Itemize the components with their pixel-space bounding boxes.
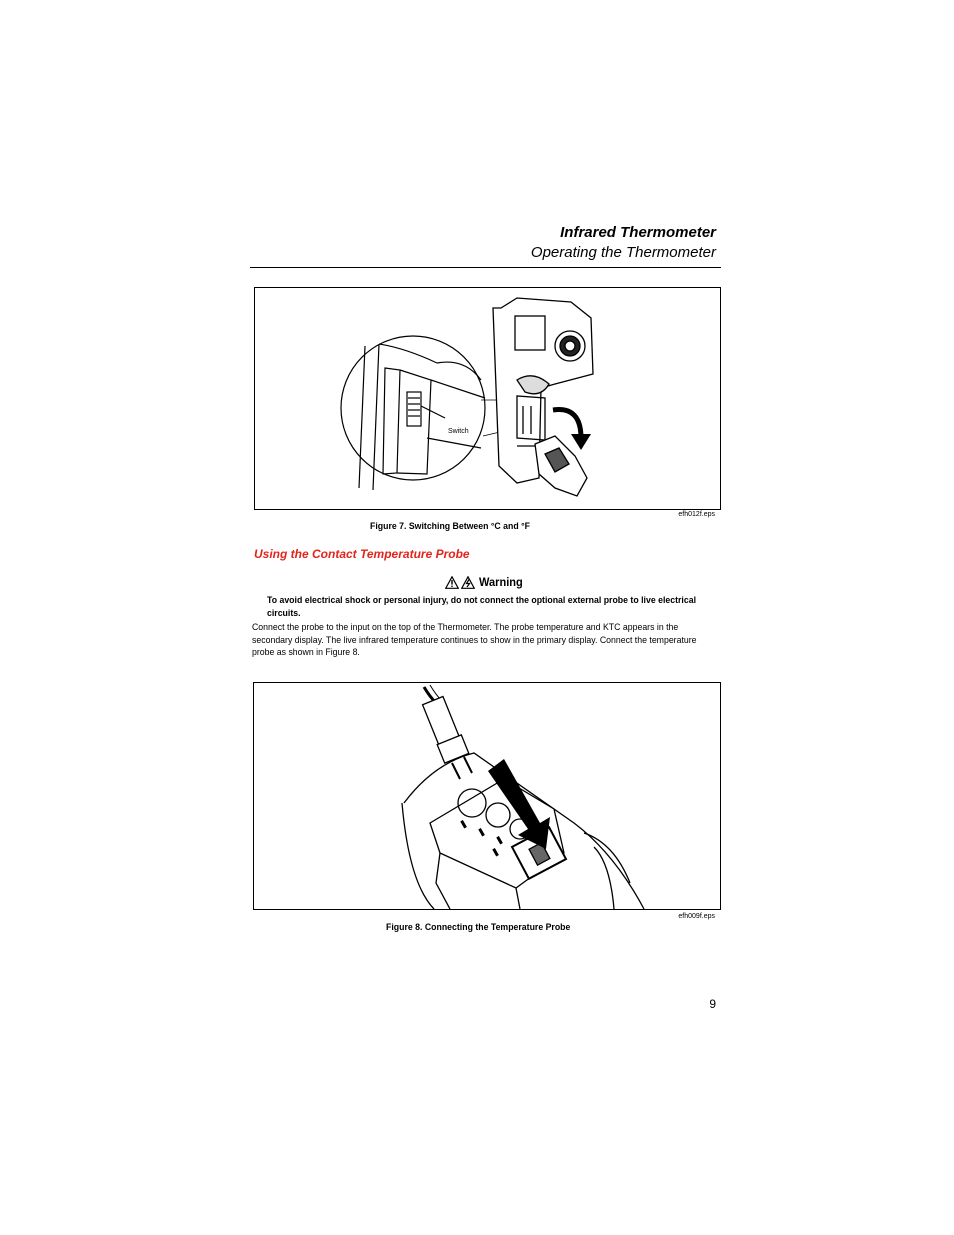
figure-7-file: efh012f.eps [678, 511, 715, 518]
warning-text: To avoid electrical shock or personal injury, do not connect the optional external probe to live electrical circuits. [267, 595, 697, 619]
figure-7-frame [254, 287, 721, 510]
body-paragraph: Connect the probe to the input on the top of the Thermometer. The probe temperature and KTC appears in the secondary display. The live infrared temperature continues to show in the primary display. Connect the temperature probe as shown in Figure 8. [252, 622, 697, 658]
figure-8-illustration [254, 683, 720, 909]
header-rule [250, 267, 721, 268]
thermometer-top [402, 753, 644, 909]
figure-8-file: efh009f.eps [678, 913, 715, 920]
header-subtitle: Operating the Thermometer [530, 244, 716, 261]
figure-8-frame [253, 682, 721, 910]
thermometer-device [493, 298, 593, 496]
switch-magnifier [341, 336, 485, 490]
page-number: 9 [709, 997, 716, 1011]
figure-7-caption: Figure 7. Switching Between °C and °F [370, 521, 530, 532]
warning-triangle-icon [445, 576, 459, 589]
warning-label: Warning [479, 575, 523, 589]
figure-8-caption: Figure 8. Connecting the Temperature Probe [386, 922, 571, 933]
header-title: Infrared Thermometer [560, 224, 716, 241]
shock-hazard-triangle-icon [461, 576, 475, 589]
switch-callout: Switch [448, 428, 469, 435]
section-heading: Using the Contact Temperature Probe [254, 547, 470, 561]
warning-heading [445, 574, 527, 590]
temperature-probe [423, 685, 472, 779]
figure-7-illustration [255, 288, 720, 509]
